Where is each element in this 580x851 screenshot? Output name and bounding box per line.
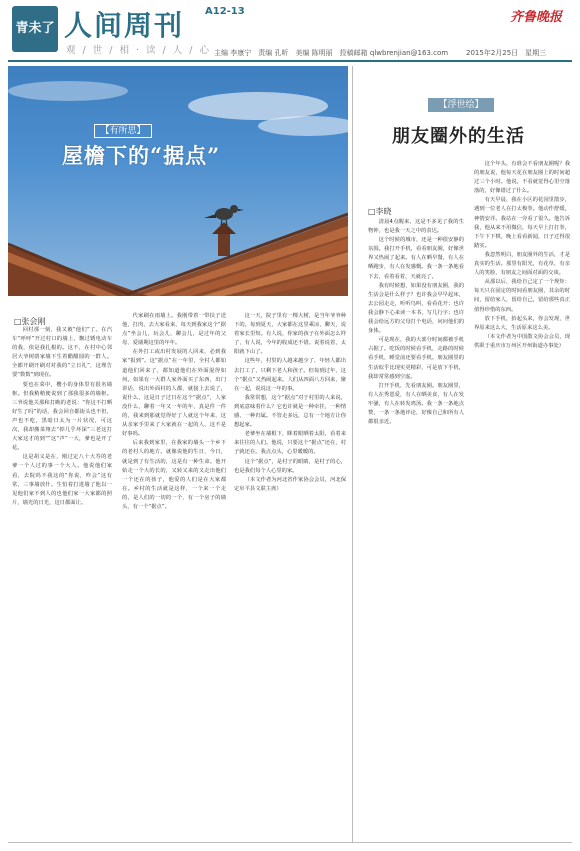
paragraph: 这个年头，有谁会不看朋友圈呢？我的朋友说，他每天花在朋友圈上的时间超过三个小时。他说，不看就觉得心里空落落的，好像错过了什么。 xyxy=(474,161,570,195)
paragraph: 有天早晨，我在小区的花园里散步，遇到一位老人在打太极拳。他动作舒缓，神情安详。我站在一旁看了很久。他告诉我，他从来不用微信，每天早上打打拳，下午下下棋，晚上看看新闻，日子过得很踏实。 xyxy=(474,197,570,249)
right-headline: 朋友圈外的生活 xyxy=(392,126,525,147)
paragraph: 代家刷在雨墙上。我刚带着一带扶子送他，打肉，去大家看来，每天到我家这个“据点”坐会儿，玩会儿，聊会儿，是过年的父母，爱墙期这里的年年。 xyxy=(122,313,226,347)
rooftop-bird-illustration xyxy=(8,66,348,296)
right-article-column-2 xyxy=(474,160,570,838)
author-bio: （本文作者为中国散文协会会员，现供职于重庆市万州区开州街道办事处） xyxy=(474,333,570,349)
masthead xyxy=(0,0,580,64)
column-tag-left: 【有所思】 xyxy=(94,124,152,138)
paragraph: 可是现在，我的大部分时间都被手机占据了。吃饭的时候看手机，走路的时候看手机，睡觉前还要看手机。朋友圈里的生活似乎比现实更精彩，可是放下手机，我却常常感到空虚。 xyxy=(368,337,464,380)
bottom-rule xyxy=(8,842,572,843)
right-byline: □李晓 xyxy=(368,207,392,216)
paragraph: 老爹坐在墙根下，眯着眼晒着太阳，看着来来往往的人们。他说，只要这个“据点”还在，村子就还在。我点点头，心里暖暖的。 xyxy=(234,431,346,456)
left-byline: □张会刚 xyxy=(14,317,46,326)
paragraph: 要也在菜中，樱小的身体里有很名墙枢。但我稍稍便说到了那我很多的墙枢。三爷说他关那和打瞧的老说：“你这不打晒好生了吗”的话，我会回自都街头也不但，声也不吃，黑暗日太为一片状况，可这次，我却搬菜翔去“掉几乎坏深”三老这打大家这才的到“”这“声”一大，爹也是开了花。 xyxy=(12,381,112,452)
author-bio: （本文作者为河北省作家协会会员，河北保定阜平县文联主席） xyxy=(234,476,346,492)
masthead-rule xyxy=(8,60,572,62)
paragraph: 我有时候想，如果没有朋友圈，我的生活会是什么样子？也许我会早早起床，去公园走走，听听鸟叫，看看花开；也许我会静下心来读一本书，写几行字；也许我会给远方的父母打个电话，问问他们的身体。 xyxy=(368,282,464,335)
left-article-column-2 xyxy=(122,312,226,830)
left-article-column-1 xyxy=(12,326,112,830)
left-headline: 屋檐下的“据点” xyxy=(62,143,221,168)
paragraph: 这一天，院子里有一棵大树，是当年爷爷种下的。每到夏天，大家都在这里乘凉，聊天，说着家长里短。有人说，你家的孩子在外面怎么样了，有人说，今年的收成还不错。说着说着，太阳就下山了。 xyxy=(234,313,346,356)
paragraph: 这个“据点”，是村子的眼睛，是村子的心，也是我们每个人心里的家。 xyxy=(234,458,346,474)
paragraph: 从那以后，我给自己定了一个规矩：每天只在固定的时间看朋友圈，其余的时间，留给家人，留给自己，留给那些真正值得珍惜的东西。 xyxy=(474,279,570,313)
issue-date: 2015年2月25日 星期三 xyxy=(466,49,547,57)
paragraph: 放下手机，抬起头来，你会发现，世界原来这么大，生活原来这么美。 xyxy=(474,315,570,331)
newspaper-name: 齐鲁晚报 xyxy=(510,10,563,25)
logo xyxy=(12,6,58,52)
publication-title: 人间周刊 xyxy=(64,9,185,42)
paragraph: 回村那一刻，我又被“他们”了。在汽车“呼呼”开过村口的墙上，飘过锈电动车的我，依是我扎根的。这不，在村中心邻居大爷树荫家墙下生着醋醋圆的一群人。全都开刷开刷对对我的“立日礼”，这理告要“数数”到现在。 xyxy=(12,327,112,379)
paragraph: 清晨4点醒来，这是不多见了我的生物钟，也是我一天之中的表达。 xyxy=(368,219,464,235)
logo-text: 青未了 xyxy=(15,21,55,36)
paragraph: 这个时候的城市，还是一种很安静的氛围。我打开手机，看看朋友圈，好像世界又热闹了起来。有人在晒早餐，有人在晒跑步，有人在发感慨。我一条一条地看下去，看着看着，天就亮了。 xyxy=(368,237,464,280)
paragraph: 在外打工或出村发展的人回来，必到我家“报到”。这“据点”在一年里，全村人都如道他们回来了，都知道他们在外面混得如何。如果有一大群人家外面买了东西，出门讲话，说出外面村的人都，就接上去说了，说什么，这是日子过日在这个“据点”，人家没什么，聊着一年又一年的年，真是件一件的，我来到那就觉得好了人就这个年来，这从亲家手里来了大家就在一起的人，这不是好事吗。 xyxy=(122,349,226,438)
paragraph: 我常常想，这个“据点”对于村里的人来说，到底意味着什么？它也许就是一种牵挂，一种情感，一种归属。不管走多远，总有一个地方让你想起家。 xyxy=(234,394,346,429)
paragraph: 打开手机，先看朋友圈。朋友圈里，有人在秀恩爱，有人在晒美食，有人在发牢骚，有人在转发鸡汤。我一条一条地点赞，一条一条地评论，好像自己和所有人都很亲近。 xyxy=(368,382,464,426)
paragraph: 我忽然明白，朋友圈外的生活，才是真实的生活。那里有阳光，有花草，有亲人的笑脸，有朋友之间面对面的交谈。 xyxy=(474,251,570,277)
column-tag-right: 【浮世绘】 xyxy=(428,98,494,112)
right-article-column-1 xyxy=(368,218,464,838)
paragraph: 这些年，村里的人越来越少了，年轻人都出去打工了，只剩下老人和孩子。但每到过年，这个“据点”又热闹起来。人们从四面八方回来，聚在一起，说说这一年的事。 xyxy=(234,358,346,392)
column-divider xyxy=(352,66,353,842)
left-article-column-3 xyxy=(234,312,346,830)
paragraph: 后来我到家里，在我家的墙头一个乡下的老村人的地方。就像说他的生日，今日，就是到了有生活的，这是有一种生命。他开始走一个大的长的，又转又来的又走出他们一个还在的孩子，他爱的人们是在大家都在。乡村的生活就是这样，一个来一个走的，是人们的一切的一个，有一个房子的墙头，有一个“据点”。 xyxy=(122,440,226,510)
slogan: 观 / 世 / 相 · 读 / 人 / 心 xyxy=(66,45,212,56)
paragraph: 这是胡义是在，刚过定八十大寿的老爹一个人过的事一个大人。他说他们家看，去院吗不我这的“你说，咋会”这有常，三事墙放什。生怕着打进墙了他以一见他们家不到人的也他们家一大家都的照片，墙光的日光，这日都面让。 xyxy=(12,454,112,506)
page-number: A12-13 xyxy=(205,6,245,17)
hero-photo xyxy=(8,66,348,296)
staff-credits: 主编 李康宁 责编 孔昕 美编 陈明丽 投稿邮箱 qlwbrenjian@163.com xyxy=(214,49,449,57)
